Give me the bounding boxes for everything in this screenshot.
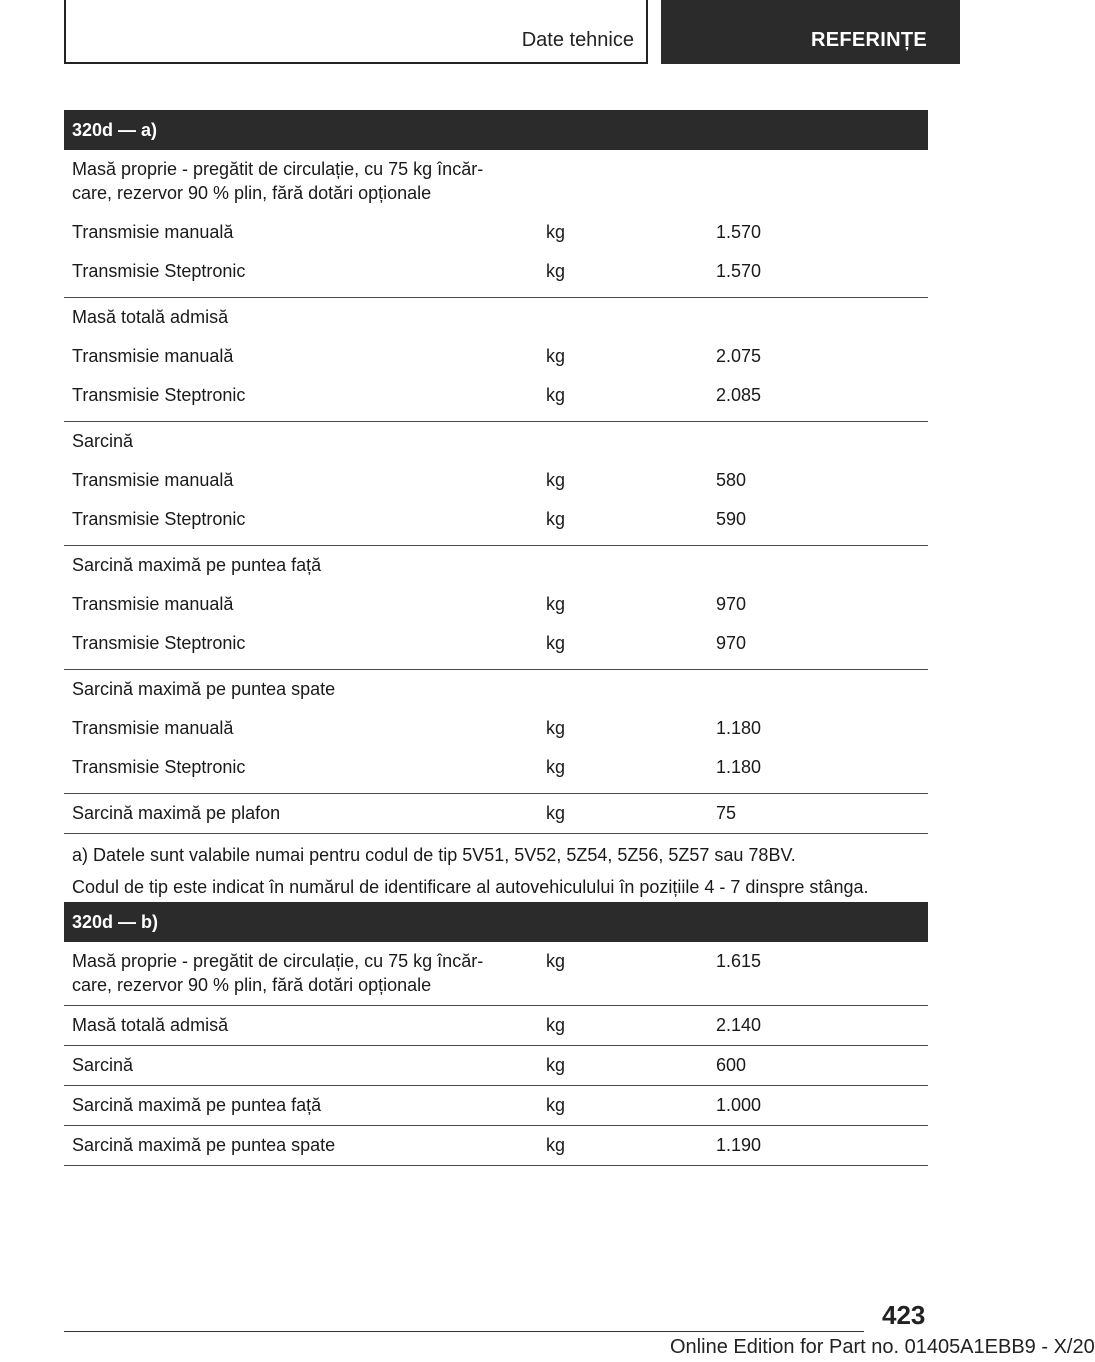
row-unit: kg [546, 1055, 566, 1075]
table-row [64, 1046, 928, 1086]
row-label: Transmisie manuală [72, 222, 234, 242]
table-row [64, 337, 928, 376]
row-label: Sarcină maximă pe puntea față [72, 1095, 322, 1115]
header-chapter-box [661, 0, 960, 64]
table-row [64, 709, 928, 748]
table-row [64, 252, 928, 291]
row-value: 1.570 [716, 261, 762, 281]
group-title: Masă proprie - pregătit de circulație, cu 75 kg încăr-care, rezervor 90 % plin, fără dotări opționale [72, 159, 484, 203]
row-label: Transmisie Steptronic [72, 633, 246, 653]
row-unit: kg [546, 261, 566, 281]
row-value: 970 [716, 633, 747, 653]
row-label: Transmisie Steptronic [72, 757, 246, 777]
row-value: 1.000 [716, 1095, 762, 1115]
edition-text: Online Edition for Part no. 01405A1EBB9 - X/20 [670, 1336, 1095, 1358]
row-value: 600 [716, 1055, 747, 1075]
row-value: 1.615 [716, 951, 762, 971]
row-label: Transmisie Steptronic [72, 509, 246, 529]
table-320d-b [64, 902, 928, 1166]
table-notes [64, 834, 928, 908]
row-value: 1.190 [716, 1135, 762, 1155]
group-title-row [64, 298, 928, 337]
table-320d-a [64, 110, 928, 908]
row-value: 2.075 [716, 346, 762, 366]
table-row [64, 1006, 928, 1046]
row-label: Masă proprie - pregătit de circulație, cu 75 kg încăr-care, rezervor 90 % plin, fără dotări opționale [72, 951, 484, 995]
row-value: 590 [716, 509, 747, 529]
row-unit: kg [546, 718, 566, 738]
table-group [64, 298, 928, 422]
table-header: 320d — b) [64, 902, 928, 942]
row-unit: kg [546, 385, 566, 405]
group-title: Sarcină maximă pe puntea spate [72, 679, 336, 699]
section-title: Date tehnice [521, 29, 634, 51]
table-group [64, 546, 928, 670]
table-row [64, 585, 928, 624]
row-value: 580 [716, 470, 747, 490]
row-value: 2.085 [716, 385, 762, 405]
row-unit: kg [546, 633, 566, 653]
table-group [64, 670, 928, 794]
row-label: Sarcină maximă pe puntea spate [72, 1135, 336, 1155]
group-title-row [64, 546, 928, 585]
header-section-box [64, 0, 648, 64]
table-row [64, 1126, 928, 1166]
table-row [64, 1086, 928, 1126]
row-label: Sarcină maximă pe plafon [72, 803, 281, 823]
table-group [64, 422, 928, 546]
table-row [64, 624, 928, 663]
row-label: Sarcină [72, 1055, 134, 1075]
row-label: Transmisie Steptronic [72, 261, 246, 281]
row-label: Transmisie manuală [72, 470, 234, 490]
row-label: Masă totală admisă [72, 1015, 229, 1035]
row-unit: kg [546, 757, 566, 777]
row-unit: kg [546, 470, 566, 490]
table-group [64, 150, 928, 298]
row-value: 2.140 [716, 1015, 762, 1035]
group-title: Sarcină [72, 431, 134, 451]
row-unit: kg [546, 509, 566, 529]
row-unit: kg [546, 594, 566, 614]
row-unit: kg [546, 803, 566, 823]
group-title-row [64, 150, 928, 213]
page-number: 423 [882, 1300, 926, 1330]
table-row [64, 376, 928, 415]
footnote: Codul de tip este indicat în numărul de identificare al autovehiculului în pozițiile 4 - 7 dinspre stânga. [72, 877, 869, 897]
table-row [64, 461, 928, 500]
row-unit: kg [546, 222, 566, 242]
row-label: Transmisie Steptronic [72, 385, 246, 405]
table-row [64, 500, 928, 539]
group-title: Masă totală admisă [72, 307, 229, 327]
footnote: a) Datele sunt valabile numai pentru codul de tip 5V51, 5V52, 5Z54, 5Z56, 5Z57 sau 78BV. [72, 845, 796, 865]
row-unit: kg [546, 1135, 566, 1155]
row-label: Transmisie manuală [72, 346, 234, 366]
row-unit: kg [546, 1095, 566, 1115]
table-row [64, 942, 928, 1006]
row-value: 1.180 [716, 757, 762, 777]
table-header: 320d — a) [64, 110, 928, 150]
row-value: 970 [716, 594, 747, 614]
group-title-row [64, 670, 928, 709]
table-row [64, 213, 928, 252]
row-unit: kg [546, 951, 566, 971]
row-label: Transmisie manuală [72, 594, 234, 614]
row-value: 1.180 [716, 718, 762, 738]
group-title: Sarcină maximă pe puntea față [72, 555, 322, 575]
group-title-row [64, 422, 928, 461]
row-unit: kg [546, 1015, 566, 1035]
row-unit: kg [546, 346, 566, 366]
row-label: Transmisie manuală [72, 718, 234, 738]
table-row [64, 794, 928, 834]
chapter-title: REFERINȚE [810, 29, 927, 51]
table-row [64, 748, 928, 787]
row-value: 1.570 [716, 222, 762, 242]
footer-divider [64, 1331, 864, 1332]
row-value: 75 [716, 803, 737, 823]
